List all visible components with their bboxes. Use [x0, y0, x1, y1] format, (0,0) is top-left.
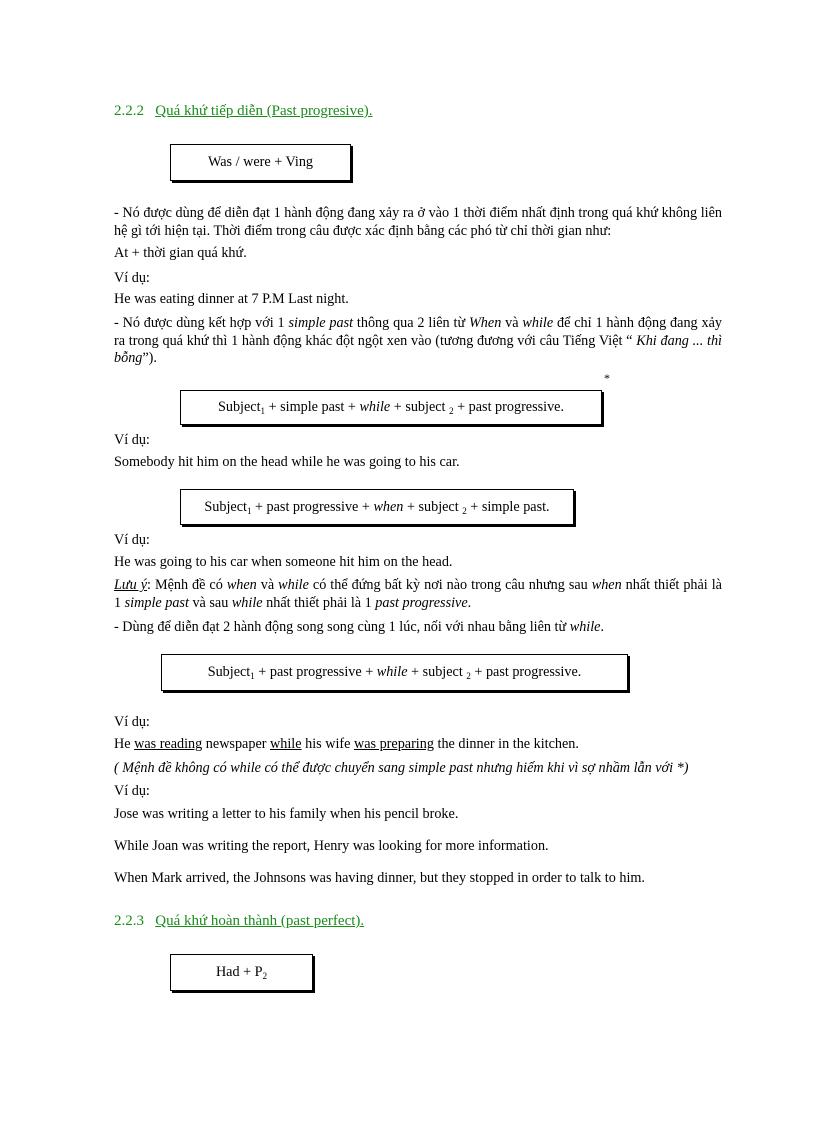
example-sentence: He was going to his car when someone hit him on the head. [114, 554, 453, 570]
text-run: và sau [188, 594, 232, 611]
italic-term: while [376, 664, 408, 680]
italic-term: When [468, 315, 502, 331]
subscript: 2 [462, 505, 467, 516]
subscript: 1 [246, 505, 252, 516]
example-label: Ví dụ: [114, 783, 150, 799]
text-run: - Nó được dùng kết hợp với 1 [114, 315, 289, 331]
section-title: Quá khứ hoàn thành (past perfect). [155, 913, 365, 929]
subscript: 2 [466, 671, 471, 681]
italic-term: while [359, 399, 391, 415]
text-run: Had + P [215, 964, 263, 980]
text-run: nhất thiết phải là 1 [262, 594, 376, 611]
italic-term: simple past [288, 315, 354, 331]
subscript: 1 [250, 671, 255, 681]
example-sentence [114, 736, 579, 753]
example-sentence: When Mark arrived, the Johnsons was having dinner, but they stopped in order to talk to him. [114, 870, 645, 886]
section-number: 2.2.2 [114, 103, 144, 119]
formula-text: Was / were + Ving [207, 154, 314, 170]
text-run: + simple past. [466, 498, 550, 515]
paragraph-parallel-actions [114, 619, 604, 636]
example-sentence: He was eating dinner at 7 P.M Last night. [114, 291, 349, 307]
example-label: Ví dụ: [114, 714, 150, 730]
example-sentence: Somebody hit him on the head while he was going to his car. [114, 454, 460, 470]
example-label: Ví dụ: [114, 432, 150, 448]
paragraph-note [114, 577, 722, 612]
formula-box-was-were-ving [170, 144, 351, 181]
formula-box-past-progressive-when [180, 489, 574, 525]
text-run: newspaper [202, 736, 271, 752]
text-run: + simple past + [265, 399, 360, 415]
text-run: và [501, 315, 523, 331]
formula-text [216, 964, 267, 981]
underlined-conjunction: while [270, 736, 302, 752]
text-run: nhất thiết phải là 1 [114, 577, 722, 611]
text-run: . [467, 594, 472, 611]
text-run: + subject [390, 399, 450, 415]
text-run: + past progressive + [254, 664, 377, 680]
text-run: his wife [301, 736, 354, 752]
italic-term: while [278, 577, 309, 593]
paragraph-when-while [114, 315, 722, 368]
text-run: He [114, 736, 135, 752]
text-run: và [256, 577, 279, 593]
section-number: 2.2.3 [114, 913, 144, 929]
section-heading-2-2-2 [114, 103, 373, 120]
italic-term: past progressive [375, 594, 468, 611]
asterisk-mark: * [604, 371, 610, 385]
subscript: 2 [449, 406, 454, 416]
text-run: the dinner in the kitchen. [433, 736, 579, 752]
section-heading-2-2-3 [114, 913, 364, 930]
underlined-verb: was reading [134, 736, 203, 752]
text-run: + subject [403, 498, 463, 515]
text-run: Subject [207, 664, 251, 680]
text-run: + past progressive + [251, 498, 374, 515]
paragraph-definition: - Nó được dùng để diễn đạt 1 hành động đang xảy ra ở vào 1 thời điểm nhất định trong quá khứ không liên hệ gì tới hiện tại. Thời điểm trong câu được xác định bằng các phó từ chỉ thời gian như: [114, 205, 722, 239]
text-run: : Mệnh đề có [147, 577, 227, 593]
paragraph-time-phrase: At + thời gian quá khứ. [114, 245, 247, 261]
note-label: Lưu ý [114, 577, 148, 593]
text-run: Subject [204, 498, 247, 515]
example-sentence: Jose was writing a letter to his family when his pencil broke. [114, 806, 459, 822]
formula-text [218, 399, 564, 416]
italic-term: when [591, 577, 622, 593]
subscript: 2 [262, 971, 268, 981]
text-run: Subject [217, 399, 261, 415]
text-run: - Dùng để diễn đạt 2 hành động song song cùng 1 lúc, nối với nhau bằng liên từ [114, 619, 570, 635]
text-run: + subject [407, 664, 467, 680]
formula-text [208, 664, 582, 681]
formula-box-simple-past-while [180, 390, 602, 425]
text-run: có thể đứng bất kỳ nơi nào trong câu nhưng sau [308, 577, 592, 593]
example-sentence: While Joan was writing the report, Henry was looking for more information. [114, 838, 549, 854]
text-run: thông qua 2 liên từ [353, 315, 469, 331]
text-run: để chỉ 1 hành động đang xảy ra trong quá khứ thì 1 hành động khác đột ngột xen vào (tương đương với câu Tiếng Việt “ [114, 315, 722, 349]
italic-term: while [231, 594, 263, 611]
example-label: Ví dụ: [114, 532, 150, 548]
italic-term: while [522, 315, 554, 331]
formula-box-past-progressive-while [161, 654, 628, 691]
formula-box-had-p2 [170, 954, 313, 991]
example-label: Ví dụ: [114, 270, 150, 286]
italic-term: while [569, 619, 601, 635]
text-run: + past progressive. [470, 664, 582, 680]
example-remark: ( Mệnh đề không có while có thể được chuyển sang simple past nhưng hiếm khi vì sợ nhầm lẫn với *) [114, 760, 689, 776]
text-run: . [600, 619, 605, 635]
text-run: ”). [142, 350, 157, 366]
italic-term: Khi đang ... thì bỗng [114, 332, 723, 366]
formula-text [204, 499, 549, 516]
italic-term: when [373, 498, 404, 515]
italic-term: simple past [124, 594, 189, 611]
subscript: 1 [260, 406, 266, 416]
underlined-verb: was preparing [353, 736, 434, 752]
italic-term: when [226, 577, 257, 593]
text-run: + past progressive. [453, 399, 565, 415]
section-title: Quá khứ tiếp diễn (Past progresive). [155, 103, 373, 119]
